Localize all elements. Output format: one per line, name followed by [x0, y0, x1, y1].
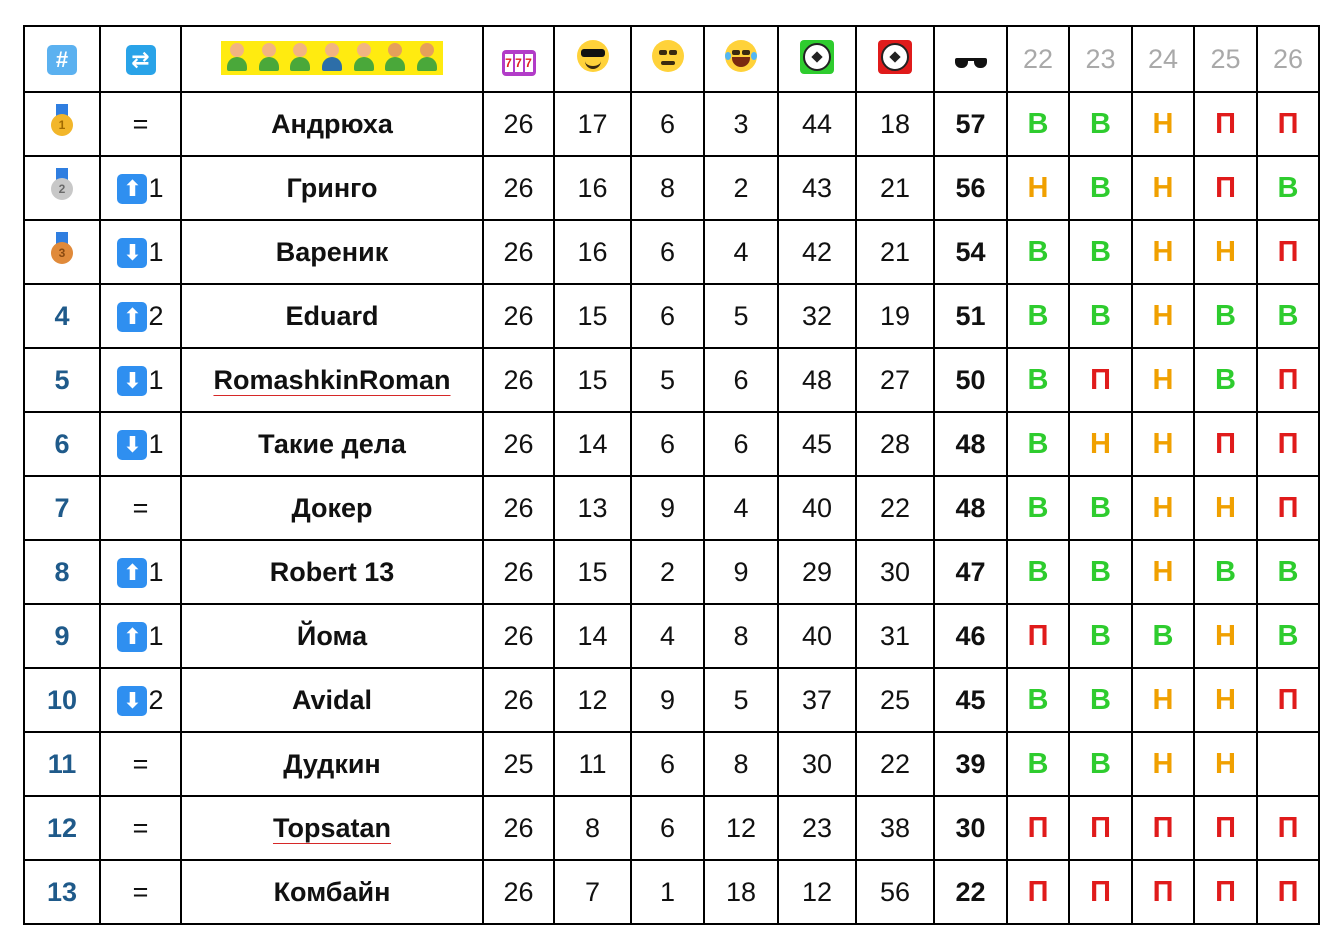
player-name-cell	[181, 412, 483, 476]
table-row	[24, 732, 1319, 796]
movement-cell	[100, 668, 181, 732]
draws-cell: 6	[631, 92, 704, 156]
expressionless-face-icon	[652, 40, 684, 72]
draws-header	[631, 26, 704, 92]
standings-table	[23, 25, 1320, 925]
form-cell: В	[1007, 732, 1069, 796]
form-cell: П	[1194, 860, 1257, 924]
movement-cell: =	[100, 860, 181, 924]
form-cell: Н	[1194, 732, 1257, 796]
games-cell: 26	[483, 540, 554, 604]
goals-for-cell: 44	[778, 92, 856, 156]
table-row	[24, 220, 1319, 284]
draws-cell: 6	[631, 796, 704, 860]
player-name: Дудкин	[283, 748, 381, 779]
games-cell: 26	[483, 796, 554, 860]
points-cell: 22	[934, 860, 1007, 924]
form-cell: В	[1007, 284, 1069, 348]
goals-for-cell: 40	[778, 604, 856, 668]
draws-cell: 1	[631, 860, 704, 924]
form-cell: Н	[1132, 540, 1194, 604]
form-cell: В	[1007, 540, 1069, 604]
draws-cell: 5	[631, 348, 704, 412]
arrow-up-icon: ⬆	[117, 302, 147, 332]
goals-for-header	[778, 26, 856, 92]
wins-header	[554, 26, 631, 92]
wins-cell: 13	[554, 476, 631, 540]
form-cell: В	[1069, 540, 1132, 604]
player-name: Докер	[291, 492, 373, 523]
standings-body	[24, 92, 1319, 924]
points-cell: 50	[934, 348, 1007, 412]
goals-for-cell: 30	[778, 732, 856, 796]
movement-count: 1	[148, 621, 164, 652]
points-cell: 48	[934, 412, 1007, 476]
rank-cell	[24, 220, 100, 284]
losses-cell: 5	[704, 668, 778, 732]
arrow-up-icon: ⬆	[117, 558, 147, 588]
form-cell: П	[1257, 348, 1319, 412]
player-name-cell	[181, 540, 483, 604]
form-cell: В	[1007, 348, 1069, 412]
player-name: Андрюха	[271, 108, 393, 139]
points-cell: 45	[934, 668, 1007, 732]
goals-against-cell: 22	[856, 476, 934, 540]
soccer-ball-icon	[878, 40, 912, 74]
draws-cell: 6	[631, 732, 704, 796]
movement-cell: =	[100, 732, 181, 796]
player-name: Robert 13	[269, 556, 395, 587]
form-cell: В	[1007, 92, 1069, 156]
form-cell: В	[1194, 540, 1257, 604]
form-cell: Н	[1007, 156, 1069, 220]
form-cell: В	[1194, 348, 1257, 412]
soccer-ball-icon	[800, 40, 834, 74]
form-cell: В	[1007, 476, 1069, 540]
losses-cell: 6	[704, 348, 778, 412]
draws-cell: 9	[631, 476, 704, 540]
goals-against-cell: 19	[856, 284, 934, 348]
bronze-medal-icon: 3	[50, 232, 74, 266]
form-cell: Н	[1132, 220, 1194, 284]
goals-for-cell: 43	[778, 156, 856, 220]
form-cell: В	[1007, 220, 1069, 284]
arrow-down-icon: ⬇	[117, 430, 147, 460]
form-cell: В	[1007, 668, 1069, 732]
form-cell: В	[1257, 604, 1319, 668]
rank-cell: 4	[24, 284, 100, 348]
movement-count: 1	[148, 557, 164, 588]
table-row	[24, 668, 1319, 732]
losses-cell: 8	[704, 732, 778, 796]
goals-against-cell: 25	[856, 668, 934, 732]
table-row	[24, 348, 1319, 412]
movement-cell	[100, 348, 181, 412]
losses-cell: 9	[704, 540, 778, 604]
draws-cell: 8	[631, 156, 704, 220]
standings-table-container	[23, 25, 1320, 925]
player-name: Такие дела	[258, 428, 406, 459]
form-cell: П	[1194, 412, 1257, 476]
form-cell: В	[1257, 284, 1319, 348]
movement-count: 1	[148, 365, 164, 396]
wins-cell: 12	[554, 668, 631, 732]
form-cell: Н	[1132, 412, 1194, 476]
losses-cell: 6	[704, 412, 778, 476]
form-cell: В	[1007, 412, 1069, 476]
table-row	[24, 476, 1319, 540]
points-cell: 48	[934, 476, 1007, 540]
round-header-26: 26	[1257, 26, 1319, 92]
player-name: Avidal	[291, 684, 373, 715]
form-cell: Н	[1132, 668, 1194, 732]
player-name-cell	[181, 476, 483, 540]
wins-cell: 14	[554, 412, 631, 476]
form-cell: П	[1194, 92, 1257, 156]
table-row	[24, 796, 1319, 860]
form-cell: В	[1257, 156, 1319, 220]
table-row	[24, 860, 1319, 924]
form-cell: В	[1069, 476, 1132, 540]
movement-count: 1	[148, 173, 164, 204]
rank-cell: 7	[24, 476, 100, 540]
points-cell: 57	[934, 92, 1007, 156]
games-cell: 26	[483, 604, 554, 668]
games-cell: 26	[483, 92, 554, 156]
form-cell: П	[1069, 860, 1132, 924]
form-cell: П	[1194, 156, 1257, 220]
form-cell: П	[1007, 796, 1069, 860]
games-cell: 26	[483, 284, 554, 348]
rank-cell: 9	[24, 604, 100, 668]
games-cell: 26	[483, 860, 554, 924]
player-name-cell	[181, 92, 483, 156]
form-cell: В	[1069, 220, 1132, 284]
player-name: Вареник	[275, 236, 389, 267]
dark-sunglasses-icon	[954, 56, 988, 68]
losses-cell: 2	[704, 156, 778, 220]
form-cell: П	[1069, 348, 1132, 412]
tears-of-joy-face-icon	[725, 40, 757, 72]
hash-keycap-icon: #	[47, 45, 77, 75]
points-cell: 39	[934, 732, 1007, 796]
goals-for-cell: 40	[778, 476, 856, 540]
draws-cell: 4	[631, 604, 704, 668]
form-cell: Н	[1132, 284, 1194, 348]
round-header-24: 24	[1132, 26, 1194, 92]
arrow-down-icon: ⬇	[117, 238, 147, 268]
sunglasses-face-icon	[577, 40, 609, 72]
table-row	[24, 284, 1319, 348]
wins-cell: 15	[554, 284, 631, 348]
arrow-up-icon: ⬆	[117, 174, 147, 204]
movement-cell: =	[100, 796, 181, 860]
players-header	[181, 26, 483, 92]
player-name-cell	[181, 156, 483, 220]
rank-cell: 8	[24, 540, 100, 604]
form-cell: П	[1069, 796, 1132, 860]
form-cell: П	[1194, 796, 1257, 860]
goals-for-cell: 42	[778, 220, 856, 284]
movement-cell	[100, 540, 181, 604]
form-cell: В	[1069, 156, 1132, 220]
form-cell: Н	[1132, 156, 1194, 220]
goals-against-cell: 27	[856, 348, 934, 412]
arrow-down-icon: ⬇	[117, 686, 147, 716]
losses-cell: 5	[704, 284, 778, 348]
form-cell: П	[1257, 412, 1319, 476]
losses-cell: 8	[704, 604, 778, 668]
goals-against-cell: 28	[856, 412, 934, 476]
losses-cell: 4	[704, 220, 778, 284]
form-cell: В	[1069, 604, 1132, 668]
form-cell: П	[1257, 860, 1319, 924]
player-name-cell	[181, 348, 483, 412]
points-header	[934, 26, 1007, 92]
form-cell: Н	[1069, 412, 1132, 476]
wins-cell: 16	[554, 156, 631, 220]
form-cell: Н	[1194, 476, 1257, 540]
form-cell: В	[1069, 92, 1132, 156]
goals-against-cell: 56	[856, 860, 934, 924]
form-cell: П	[1132, 860, 1194, 924]
rank-header	[24, 26, 100, 92]
goals-for-cell: 12	[778, 860, 856, 924]
rank-cell: 6	[24, 412, 100, 476]
movement-cell: =	[100, 92, 181, 156]
rank-cell: 10	[24, 668, 100, 732]
header-row	[24, 26, 1319, 92]
table-row	[24, 156, 1319, 220]
losses-cell: 4	[704, 476, 778, 540]
form-cell: П	[1132, 796, 1194, 860]
form-cell: В	[1257, 540, 1319, 604]
movement-count: 1	[148, 429, 164, 460]
games-header	[483, 26, 554, 92]
losses-cell: 3	[704, 92, 778, 156]
draws-cell: 6	[631, 412, 704, 476]
form-cell: Н	[1132, 92, 1194, 156]
wins-cell: 16	[554, 220, 631, 284]
movement-header	[100, 26, 181, 92]
player-name-cell	[181, 796, 483, 860]
table-row	[24, 412, 1319, 476]
wins-cell: 14	[554, 604, 631, 668]
points-cell: 51	[934, 284, 1007, 348]
points-cell: 46	[934, 604, 1007, 668]
player-name: Topsatan	[272, 812, 391, 843]
form-cell: Н	[1132, 348, 1194, 412]
arrow-down-icon: ⬇	[117, 366, 147, 396]
arrow-up-icon: ⬆	[117, 622, 147, 652]
form-cell: П	[1257, 476, 1319, 540]
player-name: RomashkinRoman	[213, 364, 451, 395]
goals-for-cell: 23	[778, 796, 856, 860]
form-cell: Н	[1132, 732, 1194, 796]
movement-count: 1	[148, 237, 164, 268]
player-name-cell	[181, 732, 483, 796]
games-cell: 26	[483, 412, 554, 476]
form-cell: В	[1194, 284, 1257, 348]
form-cell: П	[1007, 604, 1069, 668]
form-cell	[1257, 732, 1319, 796]
draws-cell: 6	[631, 220, 704, 284]
games-cell: 26	[483, 348, 554, 412]
losses-cell: 18	[704, 860, 778, 924]
games-cell: 26	[483, 668, 554, 732]
goals-for-cell: 37	[778, 668, 856, 732]
form-cell: В	[1069, 284, 1132, 348]
rank-cell	[24, 156, 100, 220]
points-cell: 54	[934, 220, 1007, 284]
movement-cell	[100, 604, 181, 668]
wins-cell: 8	[554, 796, 631, 860]
losses-cell: 12	[704, 796, 778, 860]
form-cell: П	[1257, 796, 1319, 860]
form-cell: П	[1257, 220, 1319, 284]
goals-against-cell: 22	[856, 732, 934, 796]
movement-cell	[100, 284, 181, 348]
goals-against-cell: 31	[856, 604, 934, 668]
games-cell: 26	[483, 156, 554, 220]
form-cell: В	[1132, 604, 1194, 668]
movement-cell	[100, 412, 181, 476]
games-cell: 25	[483, 732, 554, 796]
gold-medal-icon: 1	[50, 104, 74, 138]
form-cell: В	[1069, 732, 1132, 796]
goals-against-header	[856, 26, 934, 92]
goals-against-cell: 18	[856, 92, 934, 156]
player-name: Йома	[296, 620, 368, 651]
draws-cell: 2	[631, 540, 704, 604]
wins-cell: 7	[554, 860, 631, 924]
goals-against-cell: 38	[856, 796, 934, 860]
player-name-cell	[181, 668, 483, 732]
silver-medal-icon: 2	[50, 168, 74, 202]
round-header-22: 22	[1007, 26, 1069, 92]
losses-header	[704, 26, 778, 92]
wins-cell: 15	[554, 348, 631, 412]
player-name: Eduard	[285, 300, 379, 331]
points-cell: 30	[934, 796, 1007, 860]
movement-count: 2	[148, 301, 164, 332]
player-name-cell	[181, 604, 483, 668]
goals-against-cell: 21	[856, 220, 934, 284]
player-name-cell	[181, 220, 483, 284]
player-name-cell	[181, 860, 483, 924]
table-row	[24, 92, 1319, 156]
round-header-25: 25	[1194, 26, 1257, 92]
form-cell: Н	[1132, 476, 1194, 540]
people-group-icon	[221, 41, 442, 75]
form-cell: Н	[1194, 220, 1257, 284]
games-cell: 26	[483, 476, 554, 540]
table-row	[24, 540, 1319, 604]
form-cell: В	[1069, 668, 1132, 732]
points-cell: 47	[934, 540, 1007, 604]
rank-cell: 13	[24, 860, 100, 924]
goals-against-cell: 30	[856, 540, 934, 604]
draws-cell: 6	[631, 284, 704, 348]
wins-cell: 17	[554, 92, 631, 156]
cycle-arrows-icon: ⇄	[126, 45, 156, 75]
player-name: Гринго	[286, 172, 378, 203]
goals-against-cell: 21	[856, 156, 934, 220]
movement-cell	[100, 156, 181, 220]
form-cell: П	[1257, 92, 1319, 156]
slot-machine-icon: 7 7 7	[502, 50, 536, 76]
rank-cell: 11	[24, 732, 100, 796]
goals-for-cell: 32	[778, 284, 856, 348]
rank-cell: 5	[24, 348, 100, 412]
form-cell: П	[1257, 668, 1319, 732]
games-cell: 26	[483, 220, 554, 284]
draws-cell: 9	[631, 668, 704, 732]
movement-count: 2	[148, 685, 164, 716]
rank-cell: 12	[24, 796, 100, 860]
movement-cell	[100, 220, 181, 284]
player-name-cell	[181, 284, 483, 348]
rank-cell	[24, 92, 100, 156]
goals-for-cell: 45	[778, 412, 856, 476]
form-cell: П	[1007, 860, 1069, 924]
points-cell: 56	[934, 156, 1007, 220]
wins-cell: 15	[554, 540, 631, 604]
goals-for-cell: 29	[778, 540, 856, 604]
table-row	[24, 604, 1319, 668]
goals-for-cell: 48	[778, 348, 856, 412]
round-header-23: 23	[1069, 26, 1132, 92]
wins-cell: 11	[554, 732, 631, 796]
form-cell: Н	[1194, 668, 1257, 732]
form-cell: Н	[1194, 604, 1257, 668]
player-name: Комбайн	[273, 876, 391, 907]
movement-cell: =	[100, 476, 181, 540]
